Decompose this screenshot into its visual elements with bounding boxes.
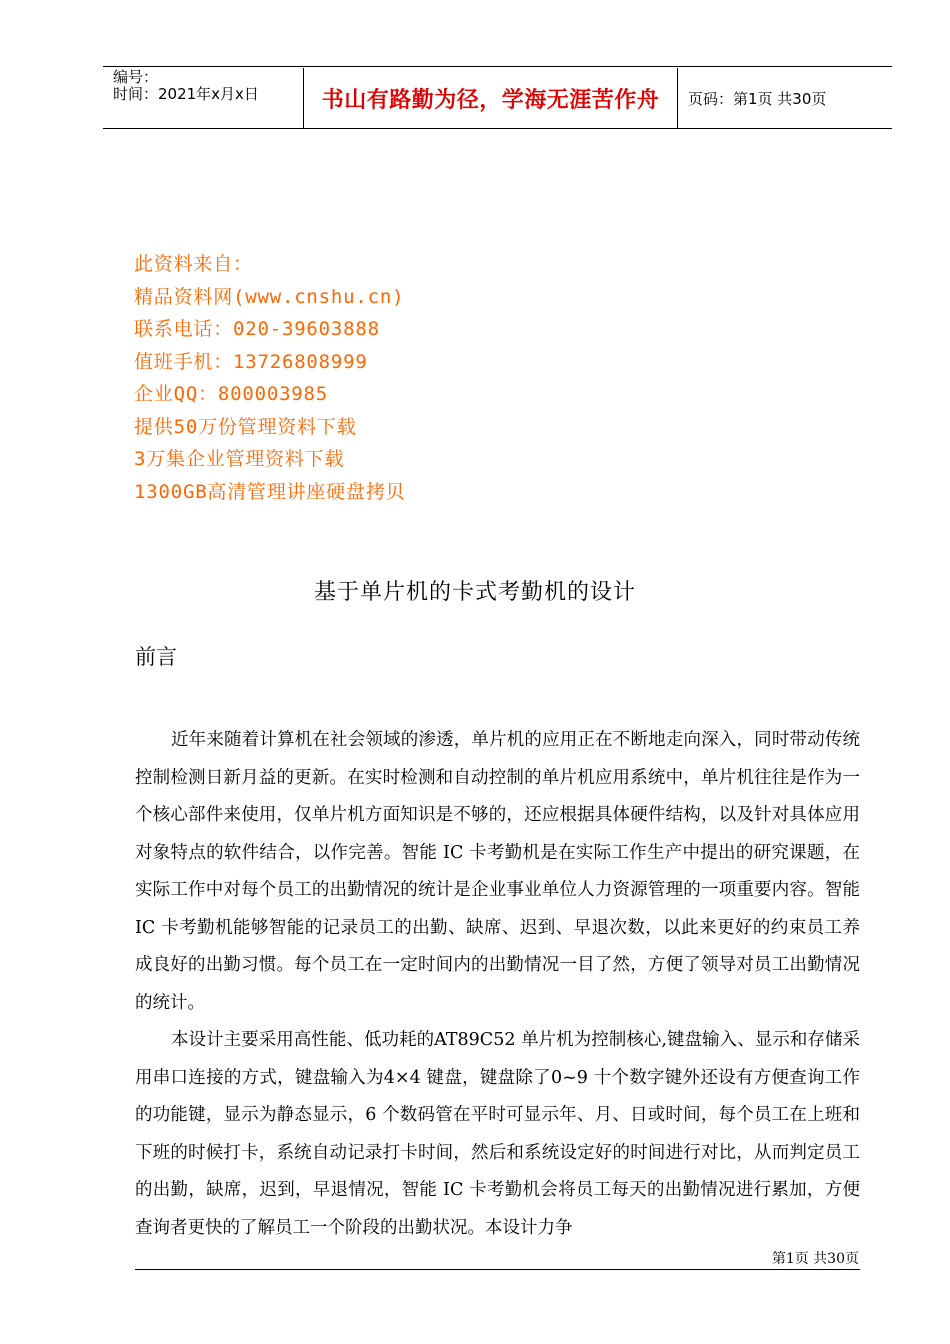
page-header bbox=[103, 68, 892, 129]
header-top-rule bbox=[103, 66, 892, 67]
source-info-line: 精品资料网(www.cnshu.cn) bbox=[134, 285, 405, 308]
footer-rule bbox=[135, 1269, 860, 1270]
source-info-line: 1300GB高清管理讲座硬盘拷贝 bbox=[134, 480, 406, 503]
document-number-label: 编号： bbox=[113, 68, 159, 86]
source-info-line: 此资料来自： bbox=[134, 253, 253, 275]
source-info-line: 3万集企业管理资料下载 bbox=[134, 448, 345, 470]
paragraph: 近年来随着计算机在社会领域的渗透，单片机的应用正在不断地走向深入，同时带动传统控制检测日新月益的更新。在实时检测和自动控制的单片机应用系统中，单片机往往是作为一个核心部件来使用，仅单片机方面知识是不够的，还应根据具体硬件结构，以及针对具体应用对象特点的软件结合，以作完善。智能 IC 卡考勤机是在实际工作生产中提出的研究课题，在实际工作中对每个员工的出勤情况的统计是企业事业单位人力资源管理的一项重要内容。智能 IC 卡考勤机能够智能的记录员工的出勤、缺席、迟到、早退次数，以此来更好的约束员工养成良好的出勤习惯。每个员工在一定时间内的出勤情况一目了然，方便了领导对员工出勤情况的统计。 bbox=[135, 730, 860, 1013]
source-info-line: 提供50万份管理资料下载 bbox=[134, 415, 357, 438]
body-text bbox=[135, 722, 860, 1247]
source-info-line: 联系电话：020-39603888 bbox=[134, 318, 380, 340]
paragraph: 本设计主要采用高性能、低功耗的AT89C52 单片机为控制核心,键盘输入、显示和存储采用串口连接的方式，键盘输入为4×4 键盘，键盘除了0~9 十个数字键外还设有方便查询工作的功能键，显示为静态显示，6 个数码管在平时可显示年、月、日或时间，每个员工在上班和下班的时候打卡，系统自动记录打卡时间，然后和系统设定好的时间进行对比，从而判定员工的出勤，缺席，迟到，早退情况，智能 IC 卡考勤机会将员工每天的出勤情况进行累加，方便查询者更快的了解员工一个阶段的出勤状况。本设计力争 bbox=[135, 1030, 860, 1238]
header-info-cell bbox=[103, 68, 304, 128]
document-title: 基于单片机的卡式考勤机的设计 bbox=[313, 580, 636, 605]
header-page-info: 页码：第1页 共30页 bbox=[688, 89, 827, 108]
section-heading: 前言 bbox=[135, 645, 177, 669]
footer-page-number: 第1页 共30页 bbox=[771, 1251, 859, 1267]
document-date: 时间：2021年x月x日 bbox=[113, 85, 259, 103]
source-info-line: 企业QQ：800003985 bbox=[134, 383, 329, 405]
header-motto: 书山有路勤为径，学海无涯苦作舟 bbox=[304, 68, 678, 128]
source-info-line: 值班手机：13726808999 bbox=[134, 350, 368, 373]
source-info-block bbox=[134, 248, 405, 508]
